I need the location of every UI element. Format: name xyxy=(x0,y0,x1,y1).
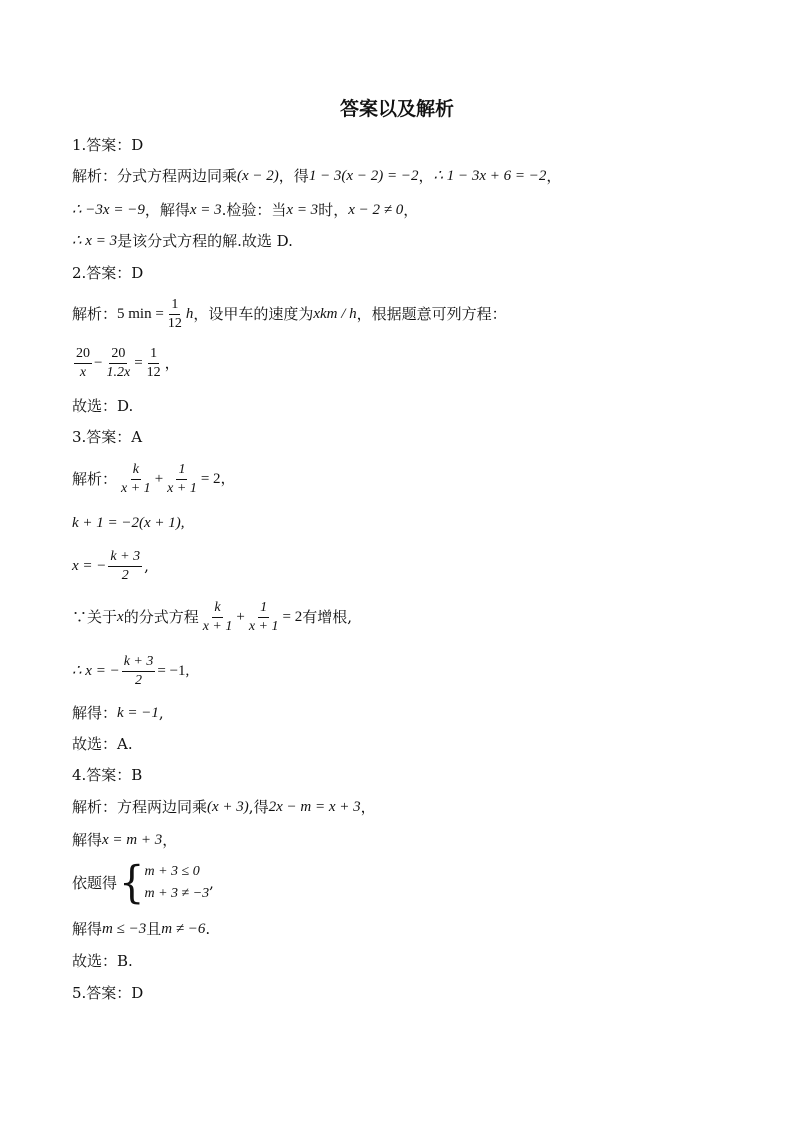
q4-l4-math-2: m ≠ −6 xyxy=(161,921,206,937)
fraction-numerator: 1 xyxy=(148,345,159,364)
q3-line-6 xyxy=(72,702,164,724)
q2-choose: 故选：D. xyxy=(72,397,134,415)
q3-l4-math-2: = 2 xyxy=(282,609,303,625)
left-brace-icon: { xyxy=(119,857,145,909)
q2-line-1 xyxy=(72,296,507,332)
q2-l1-math-3: xkm / h xyxy=(313,306,357,322)
q2-eq-fraction-1 xyxy=(74,345,92,382)
fraction-denominator: 12 xyxy=(167,315,182,331)
q2-l1-math-2: h xyxy=(185,306,194,322)
q3-line-4 xyxy=(72,597,352,637)
q3-l4-text-c: 有增根, xyxy=(302,608,353,626)
fraction-denominator: 12 xyxy=(146,364,161,380)
q3-l1-fraction-2 xyxy=(165,461,199,498)
q4-l3-tail: , xyxy=(209,874,214,892)
q3-l3-tail: , xyxy=(144,557,149,575)
q4-l4-text-a: 解得 xyxy=(72,920,103,938)
fraction-denominator: x + 1 xyxy=(167,480,197,496)
q2-eq-fraction-2 xyxy=(104,345,132,382)
fraction-numerator: k + 3 xyxy=(108,548,142,567)
q1-l2-math-1: ∴ −3x = −9 xyxy=(72,202,145,218)
q4-l2-text-b: ， xyxy=(162,831,178,849)
q1-line-2 xyxy=(72,199,418,221)
q4-l2-text-a: 解得 xyxy=(72,831,103,849)
q1-l3-math-1: ∴ x = 3 xyxy=(72,233,118,249)
q1-l2-text-b: .检验：当 xyxy=(221,201,287,219)
q3-l1-plus: + xyxy=(154,471,164,487)
fraction-numerator: 1 xyxy=(169,296,180,315)
q2-eq-minus: − xyxy=(94,355,103,371)
fraction-numerator: 1 xyxy=(258,599,269,618)
fraction-denominator: x + 1 xyxy=(248,618,279,634)
q4-answer: 4.答案：B xyxy=(72,766,143,784)
q3-l3-fraction xyxy=(108,548,142,585)
q2-l1-text-c: ，根据题意可列方程： xyxy=(356,305,507,323)
q2-eq-equals: = xyxy=(134,355,143,371)
q2-l1-math-1: 5 min = xyxy=(117,306,164,322)
q4-line-3 xyxy=(72,857,214,909)
system-rows xyxy=(144,861,209,905)
system-row-1: m + 3 ≤ 0 xyxy=(144,864,200,879)
q1-l2-text-a: ，解得 xyxy=(144,201,190,219)
q3-l3-math-1: x = − xyxy=(72,558,107,574)
q1-l1-text-c: ， xyxy=(418,167,434,185)
q1-l2-text-d: ， xyxy=(403,201,419,219)
q4-l1-text-c: ， xyxy=(360,798,376,816)
q3-l1-text-a: 解析： xyxy=(72,470,118,488)
q2-equation xyxy=(72,343,180,383)
q2-answer: 2.答案：D xyxy=(72,264,144,282)
fraction-numerator: k xyxy=(212,599,222,618)
system-row-2: m + 3 ≠ −3 xyxy=(144,886,210,901)
fraction-numerator: 20 xyxy=(109,345,127,364)
q4-inequality-system xyxy=(119,857,210,909)
q4-l4-text-b: 且 xyxy=(146,920,162,938)
fraction-numerator: 20 xyxy=(74,345,92,364)
q1-l2-math-4: x − 2 ≠ 0 xyxy=(348,202,404,218)
q3-l5-fraction xyxy=(122,653,156,690)
q1-line-1 xyxy=(72,165,561,187)
q2-l1-fraction xyxy=(166,296,184,333)
q3-l4-math-1: x xyxy=(117,609,124,625)
q4-l2-math-1: x = m + 3 xyxy=(102,832,163,848)
fraction-denominator: 2 xyxy=(135,672,143,688)
q4-line-2 xyxy=(72,829,177,851)
q3-l5-tail: = −1, xyxy=(157,663,190,679)
q3-l4-text-b: 的分式方程 xyxy=(123,608,199,626)
q3-l5-math-1: ∴ x = − xyxy=(72,663,120,679)
q1-l1-text-d: ， xyxy=(546,167,562,185)
q4-line-4 xyxy=(72,918,210,940)
q1-answer: 1.答案：D xyxy=(72,136,144,154)
q3-l6-text-b: , xyxy=(158,704,164,722)
fraction-denominator: 1.2x xyxy=(106,364,131,380)
q4-l4-text-c: . xyxy=(205,920,211,938)
q4-l1-text-a: 解析：方程两边同乘 xyxy=(72,798,208,816)
q3-l6-math-1: k = −1 xyxy=(117,705,159,721)
q4-l3-text-a: 依题得 xyxy=(72,874,118,892)
q1-l3-text-a: 是该分式方程的解.故选 D. xyxy=(117,232,293,250)
q1-line-3 xyxy=(72,230,293,252)
fraction-denominator: 2 xyxy=(121,567,129,583)
q4-l1-text-b: ,得 xyxy=(248,798,269,816)
q5-answer: 5.答案：D xyxy=(72,984,144,1002)
q2-eq-tail: ， xyxy=(164,354,180,372)
q3-line-2 xyxy=(72,512,185,534)
q3-l6-text-a: 解得： xyxy=(72,704,118,722)
q3-line-1 xyxy=(72,459,236,499)
page-title: 答案以及解析 xyxy=(339,98,454,120)
q4-line-1 xyxy=(72,796,376,818)
q3-l4-fraction-2 xyxy=(247,599,281,636)
q3-l1-fraction-1 xyxy=(119,461,153,498)
q1-l1-math-3: ∴ 1 − 3x + 6 = −2 xyxy=(433,168,547,184)
q3-l2-math: k + 1 = −2(x + 1), xyxy=(72,515,185,531)
q3-l1-tail: = 2， xyxy=(200,471,236,487)
q4-l4-math-1: m ≤ −3 xyxy=(102,921,147,937)
q4-l1-math-1: (x + 3) xyxy=(207,799,249,815)
q1-l2-math-3: x = 3 xyxy=(286,202,319,218)
q3-l4-text-a: ∵关于 xyxy=(72,608,118,626)
q1-l1-math-2: 1 − 3(x − 2) = −2 xyxy=(308,168,419,184)
q3-answer: 3.答案：A xyxy=(72,428,143,446)
fraction-denominator: x + 1 xyxy=(202,618,233,634)
fraction-denominator: x + 1 xyxy=(121,480,151,496)
q1-l2-text-c: 时， xyxy=(318,201,349,219)
q2-l1-text-b: ，设甲车的速度为 xyxy=(193,305,314,323)
fraction-denominator: x xyxy=(79,364,87,380)
fraction-numerator: k + 3 xyxy=(122,653,156,672)
fraction-numerator: k xyxy=(131,461,141,480)
q3-line-3 xyxy=(72,546,149,586)
q3-l4-fraction-1 xyxy=(201,599,235,636)
q3-choose: 故选：A. xyxy=(72,735,133,753)
q4-l1-math-2: 2x − m = x + 3 xyxy=(268,799,361,815)
q3-line-5 xyxy=(72,651,189,691)
q2-l1-text-a: 解析： xyxy=(72,305,118,323)
q1-l1-text-b: ，得 xyxy=(278,167,309,185)
q1-l1-math-1: (x − 2) xyxy=(237,168,279,184)
fraction-numerator: 1 xyxy=(176,461,187,480)
q3-l4-plus: + xyxy=(236,609,245,625)
q1-l2-math-2: x = 3 xyxy=(189,202,222,218)
q2-eq-fraction-3 xyxy=(145,345,163,382)
q1-l1-text-a: 解析：分式方程两边同乘 xyxy=(72,167,238,185)
q4-choose: 故选：B. xyxy=(72,952,133,970)
